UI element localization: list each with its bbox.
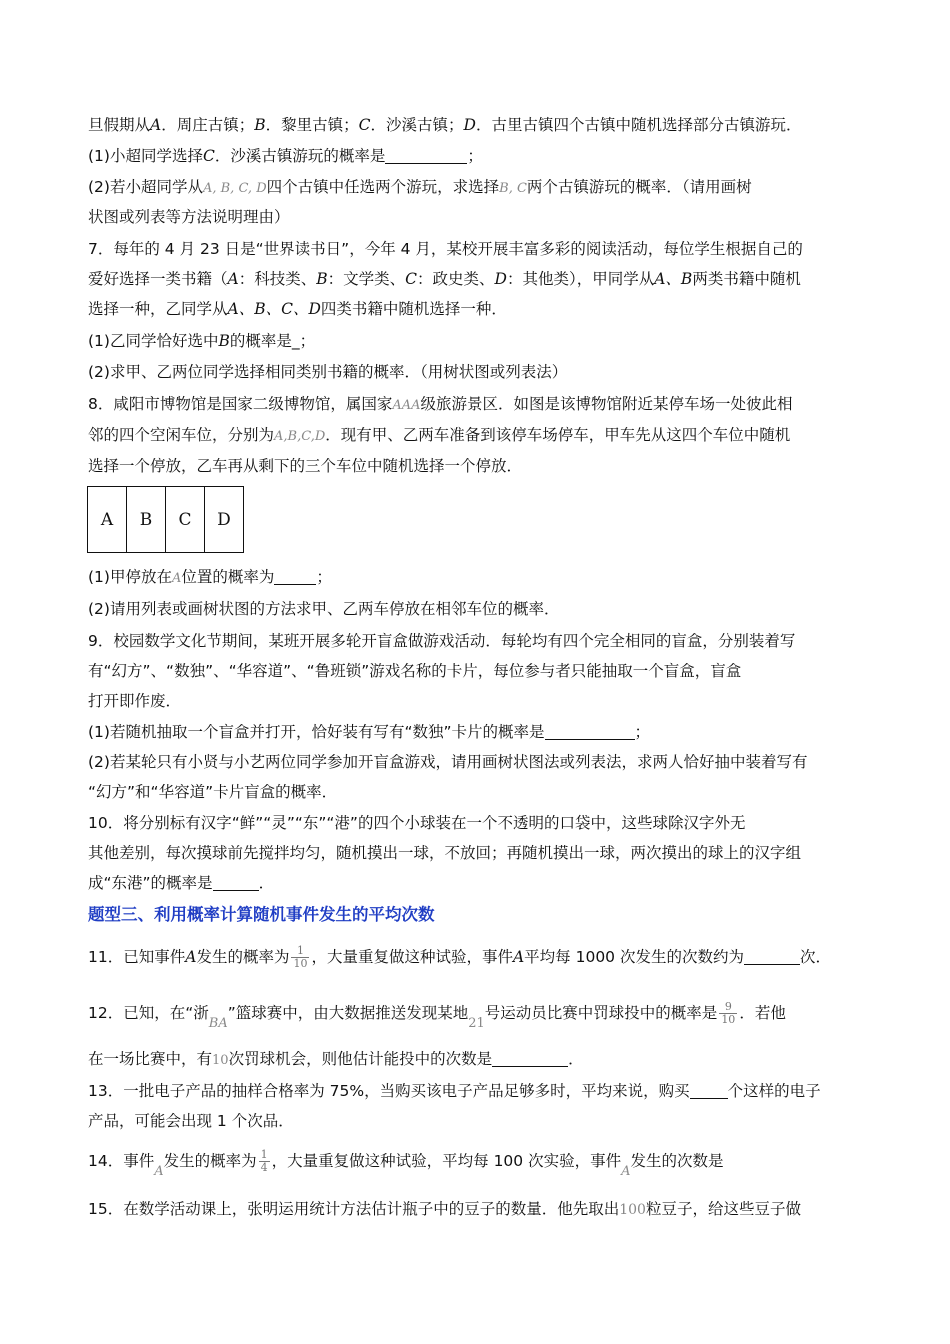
text: (1)若随机抽取一个盲盒并打开，恰好装有写有“数独”卡片的概率是 (88, 723, 545, 741)
q13-line1 (88, 1080, 821, 1102)
text: 选择一种，乙同学从 (88, 300, 228, 318)
text: 两类书籍中随机 (692, 270, 801, 288)
math-spots: A,B,C,D (274, 429, 326, 444)
option-a: A (150, 116, 162, 134)
spot-a: A (171, 571, 182, 586)
parking-spot-c: C (166, 487, 205, 552)
text: 13．一批电子产品的抽样合格率为 75%，当购买该电子产品足够多时，平均来说，购买 (88, 1082, 690, 1100)
answer-blank (213, 874, 259, 891)
parking-spots-figure (87, 486, 244, 553)
text: 14．事件 (88, 1152, 155, 1170)
number-ten: 10 (212, 1053, 229, 1068)
category-b: B (316, 270, 328, 288)
denominator: 10 (293, 957, 308, 970)
q9-line3: 打开即作废． (88, 692, 182, 710)
text: ”篮球赛中，由大数据推送发现某地 (227, 1004, 469, 1022)
q9-line2: 有“幻方”、“数独”、“华容道”、“鲁班锁”游戏名称的卡片，每位参与者只能抽取一个盲盒，盲盒 (88, 662, 742, 680)
category-b: B (218, 332, 230, 350)
fraction (259, 1149, 270, 1174)
event-a: A (621, 1164, 631, 1179)
section-heading: 题型三、利用概率计算随机事件发生的平均次数 (88, 905, 435, 924)
answer-blank (690, 1082, 728, 1099)
option-b: B (254, 116, 266, 134)
math-set: A, B, C, D (202, 181, 267, 196)
text: 发生的概率为 (163, 1152, 257, 1170)
q9-part2-line1: (2)若某轮只有小贤与小艺两位同学参加开盲盒游戏，请用画树状图法或列表法，求两人恰好抽中装着写有 (88, 753, 808, 771)
text: ． (258, 874, 275, 892)
text: 次罚球机会，则他估计能投中的次数是 (228, 1050, 493, 1068)
q10-line3 (88, 872, 274, 894)
q12-line2 (88, 1048, 584, 1072)
text: ．沙溪古镇游玩的概率是 (214, 147, 386, 165)
answer-blank (385, 147, 467, 164)
text: 号运动员比赛中罚球投中的概率是 (484, 1004, 718, 1022)
q7-line3 (88, 298, 507, 320)
text: 8．咸阳市博物馆是国家二级博物馆，属国家 (88, 395, 393, 413)
text: 发生的概率为 (196, 948, 290, 966)
option-d: D (463, 116, 476, 134)
text: 在一场比赛中，有 (88, 1050, 213, 1068)
q6-part2-line2: 状图或列表等方法说明理由） (88, 208, 290, 226)
text: (1)乙同学恰好选中 (88, 332, 219, 350)
text: ，大量重复做这种试验，事件 (311, 948, 513, 966)
text: ． (568, 1050, 584, 1068)
q9-part2-line2: “幻方”和“华容道”卡片盲盒的概率． (88, 783, 338, 801)
text: ．周庄古镇； (161, 116, 255, 134)
categories-ab: A、B (654, 270, 693, 288)
text: 四类书籍中随机选择一种． (320, 300, 507, 318)
q7-part1 (88, 330, 315, 352)
event-a: A (154, 1164, 164, 1179)
q6-part2 (88, 176, 752, 200)
text: (1)小超同学选择 (88, 147, 203, 165)
q7-line2 (88, 268, 801, 290)
numerator: 1 (260, 1148, 268, 1161)
text: ； (316, 568, 332, 586)
text: ．现有甲、乙两车准备到该停车场停车，甲车先从这四个车位中随机 (325, 426, 791, 444)
text: 平均每 1000 次发生的次数约为 (524, 948, 744, 966)
answer-blank (274, 568, 316, 585)
text: ，大量重复做这种试验，平均每 100 次实验，事件 (271, 1152, 622, 1170)
text: ．若他 (739, 1004, 786, 1022)
text: (1)甲停放在 (88, 568, 172, 586)
q9-line1: 9．校园数学文化节期间，某班开展多轮开盲盒做游戏活动．每轮均有四个完全相同的盲盒，分别装着写 (88, 632, 796, 650)
text: 旦假期从 (88, 116, 151, 134)
text: (2)若小超同学从 (88, 178, 203, 196)
q12-line1 (88, 996, 786, 1032)
text: 个这样的电子 (727, 1082, 821, 1100)
numerator: 9 (719, 1001, 737, 1014)
category-d: D (494, 270, 507, 288)
q7-part2: (2)求甲、乙两位同学选择相同类别书籍的概率．（用树状图或列表法） (88, 363, 568, 381)
text: 的概率是_； (229, 332, 316, 350)
q8-line3: 选择一个停放，乙车再从剩下的三个车位中随机选择一个停放． (88, 457, 523, 475)
text: 爱好选择一类书籍（ (88, 270, 228, 288)
q7-line1: 7．每年的 4 月 23 日是“世界读书日”，今年 4 月，某校开展丰富多彩的阅读活动，每位学生根据自己的 (88, 240, 803, 258)
text: ； (634, 723, 651, 741)
parking-spot-b: B (127, 487, 166, 552)
rating-aaa: AAA (392, 398, 421, 413)
answer-blank (545, 723, 635, 740)
categories-abcd: A、B、C、D (227, 300, 321, 318)
q10-line2: 其他差别，每次摸球前先搅拌均匀，随机摸出一球，不放回；再随机摸出一球，两次摸出的球上的汉字组 (88, 844, 802, 862)
text: 12．已知，在“浙 (88, 1004, 209, 1022)
text: 邻的四个空闲车位，分别为 (88, 426, 275, 444)
answer-blank (744, 948, 800, 965)
denominator: 10 (721, 1013, 736, 1026)
text: 粒豆子，给这些豆子做 (645, 1200, 801, 1218)
text: ：其他类），甲同学从 (506, 270, 655, 288)
event-a: A (512, 948, 525, 966)
q6-part1 (88, 145, 483, 167)
text: ：科技类、 (238, 270, 317, 288)
text: 两个古镇游玩的概率．（请用画树 (526, 178, 752, 196)
text: 级旅游景区．如图是该博物馆附近某停车场一处彼此相 (420, 395, 793, 413)
fraction (719, 1001, 737, 1026)
category-c: C (405, 270, 418, 288)
text: 次． (799, 948, 831, 966)
text: 四个古镇中任选两个游玩，求选择 (266, 178, 500, 196)
answer-blank (492, 1050, 568, 1067)
q6-intro-line (88, 114, 801, 136)
q15 (88, 1198, 801, 1221)
q13-line2: 产品，可能会出现 1 个次品． (88, 1112, 294, 1130)
text: 11．已知事件 (88, 948, 186, 966)
parking-spot-d: D (217, 509, 231, 530)
text: 位置的概率为 (181, 568, 275, 586)
text: ．沙溪古镇； (370, 116, 464, 134)
q8-part1 (88, 566, 332, 590)
math-pair: B, C (499, 181, 527, 196)
number-100: 100 (619, 1202, 646, 1218)
denominator: 4 (260, 1161, 268, 1174)
q9-part1 (88, 721, 650, 743)
text: ：政史类、 (417, 270, 495, 288)
category-a: A (227, 270, 239, 288)
player-number: 21 (468, 1016, 485, 1031)
q11 (88, 940, 831, 974)
text: 15．在数学活动课上，张明运用统计方法估计瓶子中的豆子的数量．他先取出 (88, 1200, 620, 1218)
option-c: C (202, 147, 215, 165)
event-a: A (185, 948, 197, 966)
numerator: 1 (291, 945, 309, 958)
q8-line2 (88, 424, 790, 448)
text: ．黎里古镇； (265, 116, 359, 134)
q14 (88, 1144, 724, 1180)
text: ； (467, 147, 483, 165)
league-ba: BA (208, 1016, 228, 1031)
fraction (291, 945, 309, 970)
q8-line1 (88, 393, 793, 417)
option-c: C (358, 116, 371, 134)
text: 发生的次数是 (630, 1152, 724, 1170)
text: ．古里古镇四个古镇中随机选择部分古镇游玩． (475, 116, 802, 134)
text: 成“东港”的概率是 (88, 874, 213, 892)
parking-spot-a: A (88, 487, 127, 552)
q10-line1: 10．将分别标有汉字“鲜”“灵”“东”“港”的四个小球装在一个不透明的口袋中，这些球除汉字外无 (88, 814, 746, 832)
text: ：文学类、 (327, 270, 406, 288)
q8-part2: (2)请用列表或画树状图的方法求甲、乙两车停放在相邻车位的概率． (88, 600, 560, 618)
